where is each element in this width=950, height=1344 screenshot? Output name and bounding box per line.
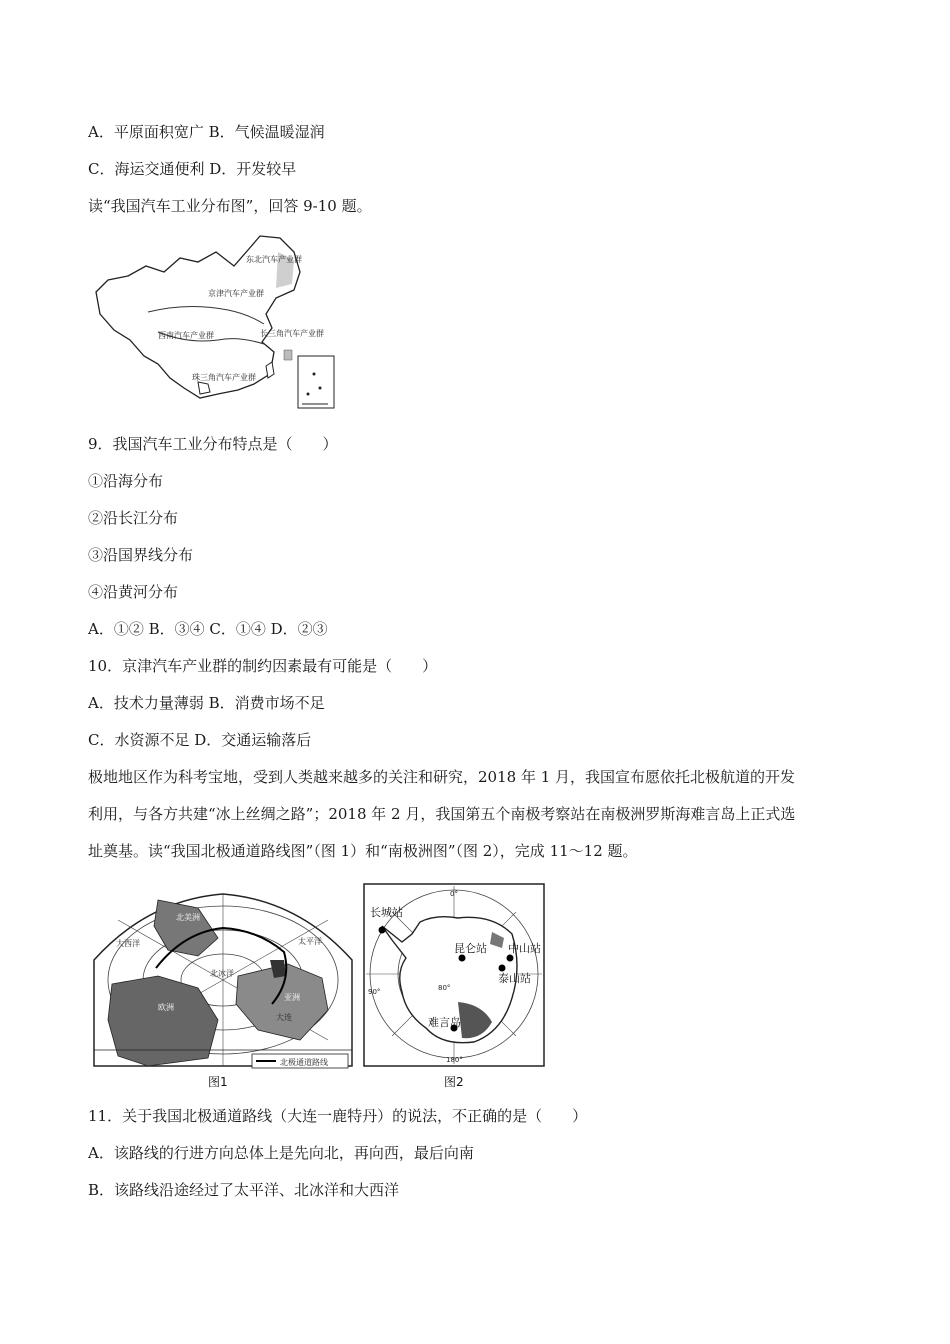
figure-1-legend: 北极通道路线: [280, 1058, 328, 1067]
figure-1-label-pacific: 太平洋: [298, 937, 322, 946]
option-4: ④沿黄河分布: [88, 583, 179, 601]
question-11: 11．关于我国北极通道路线（大连一鹿特丹）的说法，不正确的是（ ）: [88, 1107, 588, 1125]
figure-1-label-north-america: 北美洲: [176, 913, 200, 922]
question-11-option-a: A．该路线的行进方向总体上是先向北，再向西，最后向南: [88, 1144, 474, 1162]
question-10-options-ab: A．技术力量薄弱 B．消费市场不足: [88, 694, 325, 712]
map-label-southwest: 西南汽车产业群: [158, 331, 214, 340]
figure-1-label-asia: 亚洲: [284, 993, 300, 1002]
option-line-ab: A．平原面积宽广 B．气候温暖湿润: [88, 123, 325, 141]
china-auto-industry-map: [88, 232, 340, 412]
figure-2-station-kunlun: 昆仑站: [454, 942, 487, 955]
figure-1-label-europe: 欧洲: [158, 1003, 174, 1012]
map-label-yangtze-delta: 长三角汽车产业群: [260, 329, 324, 338]
figure-2-degree-180: 180°: [446, 1056, 463, 1064]
figure-2-island-nanyan: 难言岛: [428, 1016, 461, 1029]
instruction-9-10: 读“我国汽车工业分布图”，回答 9-10 题。: [88, 197, 372, 215]
map-label-pearl-delta: 珠三角汽车产业群: [192, 373, 256, 382]
figure-1-arctic-route: [88, 880, 358, 1090]
figure-2-antarctica: [362, 882, 548, 1090]
map-label-northeast: 东北汽车产业群: [246, 255, 302, 264]
question-11-option-b: B．该路线沿途经过了太平洋、北冰洋和大西洋: [88, 1181, 400, 1199]
figure-2-degree-0: 0°: [450, 890, 458, 898]
figure-1-label-arctic: 北冰洋: [210, 969, 234, 978]
passage-line-1: 极地地区作为科考宝地，受到人类越来越多的关注和研究，2018 年 1 月，我国宣布愿依托北极航道的开发: [88, 768, 796, 786]
figure-1-caption: 图1: [208, 1075, 228, 1089]
passage-line-2: 利用，与各方共建“冰上丝绸之路”；2018 年 2 月，我国第五个南极考察站在南极洲罗斯海难言岛上正式选: [88, 805, 796, 823]
figure-2-station-taishan: 泰山站: [498, 972, 531, 985]
polar-passage: [88, 767, 868, 861]
figure-2-degree-80: 80°: [438, 984, 451, 992]
passage-line-3: 址奠基。读“我国北极通道路线图”（图 1）和“南极洲图”（图 2），完成 11～12 题。: [88, 842, 638, 860]
figure-1-label-atlantic: 大西洋: [116, 939, 140, 948]
question-9-answers: A．①② B．③④ C．①④ D．②③: [88, 620, 328, 638]
figure-2-station-great-wall: 长城站: [370, 906, 403, 919]
question-10-options-cd: C．水资源不足 D．交通运输落后: [88, 731, 312, 749]
figure-2-degree-90: 90°: [368, 988, 381, 996]
option-2: ②沿长江分布: [88, 509, 179, 527]
question-9: 9．我国汽车工业分布特点是（ ）: [88, 435, 338, 453]
option-line-cd: C．海运交通便利 D．开发较早: [88, 160, 297, 178]
option-1: ①沿海分布: [88, 472, 164, 490]
map-label-jingjin: 京津汽车产业群: [208, 289, 264, 298]
figure-2-caption: 图2: [444, 1075, 464, 1089]
option-3: ③沿国界线分布: [88, 546, 194, 564]
question-10: 10．京津汽车产业群的制约因素最有可能是（ ）: [88, 657, 438, 675]
figure-2-station-zhongshan: 中山站: [508, 942, 541, 955]
figure-1-label-dalian: 大连: [276, 1013, 292, 1022]
